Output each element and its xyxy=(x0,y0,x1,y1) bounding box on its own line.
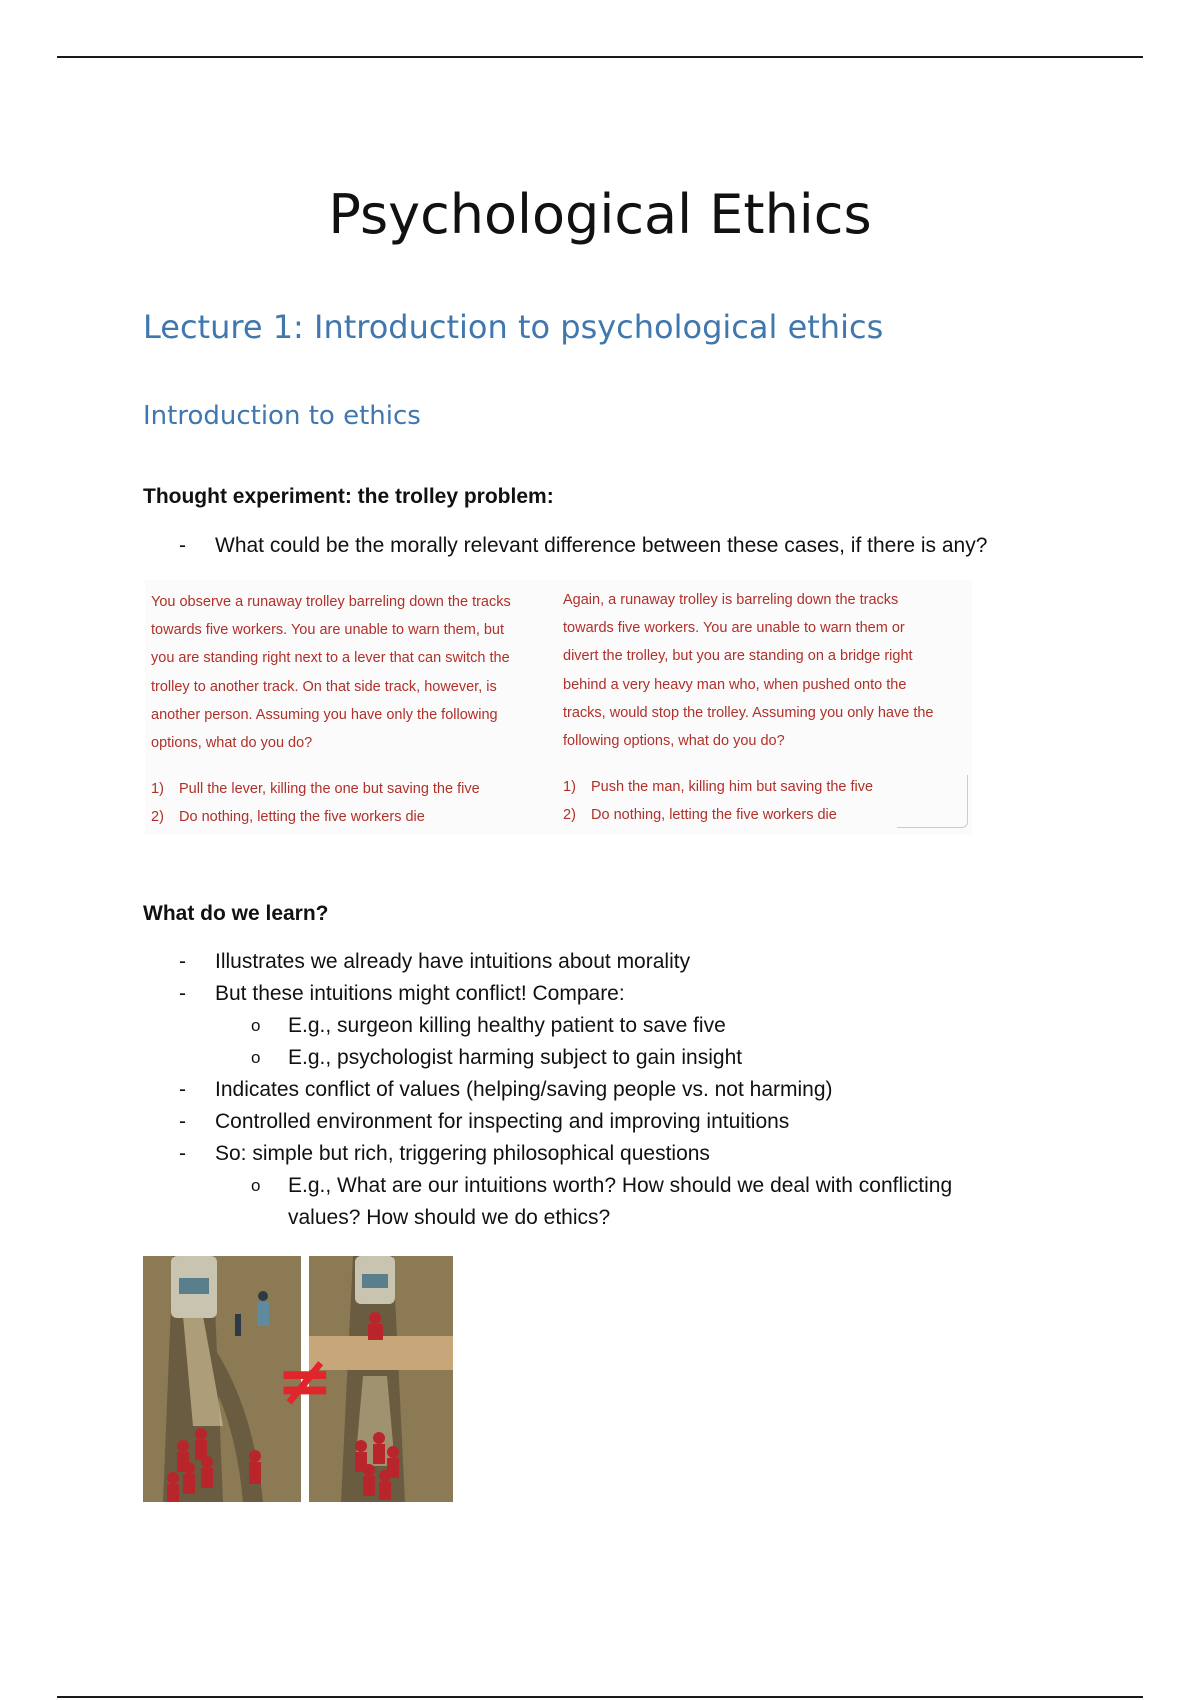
list-subitem: o E.g., surgeon killing healthy patient to save five xyxy=(251,1014,726,1037)
list-item xyxy=(143,530,987,562)
switch-case xyxy=(151,588,551,831)
heavy-man-icon xyxy=(369,1312,381,1324)
learn-list xyxy=(143,946,952,1234)
case-line: tracks, would stop the trolley. Assuming you only have the xyxy=(563,704,934,721)
trolley-problem-illustration xyxy=(143,1256,453,1502)
case-option: 1) Push the man, killing him but saving the five xyxy=(563,779,874,796)
list-item: - Controlled environment for inspecting and improving intuitions xyxy=(179,1110,790,1133)
list-item: - But these intuitions might conflict! Compare: xyxy=(179,982,625,1005)
list-item: - Illustrates we already have intuitions about morality xyxy=(179,950,691,973)
case-line: towards five workers. You are unable to warn them or xyxy=(563,620,905,637)
case-option: 1) Pull the lever, killing the one but saving the five xyxy=(151,781,480,798)
section-heading: Introduction to ethics xyxy=(143,401,421,431)
not-equal-icon: ≠ xyxy=(276,1342,334,1421)
case-line: you are standing right next to a lever that can switch the xyxy=(151,650,510,667)
list-subitem-continued: values? How should we do ethics? xyxy=(288,1206,611,1229)
case-line: towards five workers. You are unable to warn them, but xyxy=(151,622,505,639)
case-line: another person. Assuming you have only the following xyxy=(151,706,498,723)
lecture-heading: Lecture 1: Introduction to psychological ethics xyxy=(143,308,884,346)
case-line: trolley to another track. On that side track, however, is xyxy=(151,678,497,695)
case-line: options, what do you do? xyxy=(151,735,313,752)
case-line: divert the trolley, but you are standing on a bridge right xyxy=(563,648,913,665)
list-subitem: o E.g., psychologist harming subject to gain insight xyxy=(251,1046,743,1069)
case-line: Again, a runaway trolley is barreling down the tracks xyxy=(563,592,899,608)
page-title: Psychological Ethics xyxy=(328,183,872,246)
thought-experiment-heading: Thought experiment: the trolley problem: xyxy=(143,485,554,508)
list-item: - Indicates conflict of values (helping/saving people vs. not harming) xyxy=(179,1078,833,1101)
top-rule xyxy=(57,56,1143,58)
bottom-rule xyxy=(57,1696,1143,1698)
trolley-cases-image xyxy=(145,580,972,835)
dash-bullet: - xyxy=(179,534,186,557)
lever-icon xyxy=(235,1314,241,1336)
list-subitem: o E.g., What are our intuitions worth? How should we deal with conflicting xyxy=(251,1174,953,1197)
question-list xyxy=(143,530,987,562)
learn-heading: What do we learn? xyxy=(143,902,329,925)
case-line: following options, what do you do? xyxy=(563,733,785,750)
case-option: 2) Do nothing, letting the five workers die xyxy=(563,807,837,824)
frame-corner xyxy=(897,775,968,828)
case-option: 2) Do nothing, letting the five workers die xyxy=(151,809,425,826)
case-line: behind a very heavy man who, when pushed onto the xyxy=(563,676,907,693)
case-options xyxy=(151,775,551,831)
list-item: - So: simple but rich, triggering philosophical questions xyxy=(179,1142,710,1165)
person-icon xyxy=(258,1291,268,1301)
question-text: What could be the morally relevant difference between these cases, if there is any? xyxy=(215,534,988,557)
case-line: You observe a runaway trolley barreling down the tracks xyxy=(151,594,511,610)
